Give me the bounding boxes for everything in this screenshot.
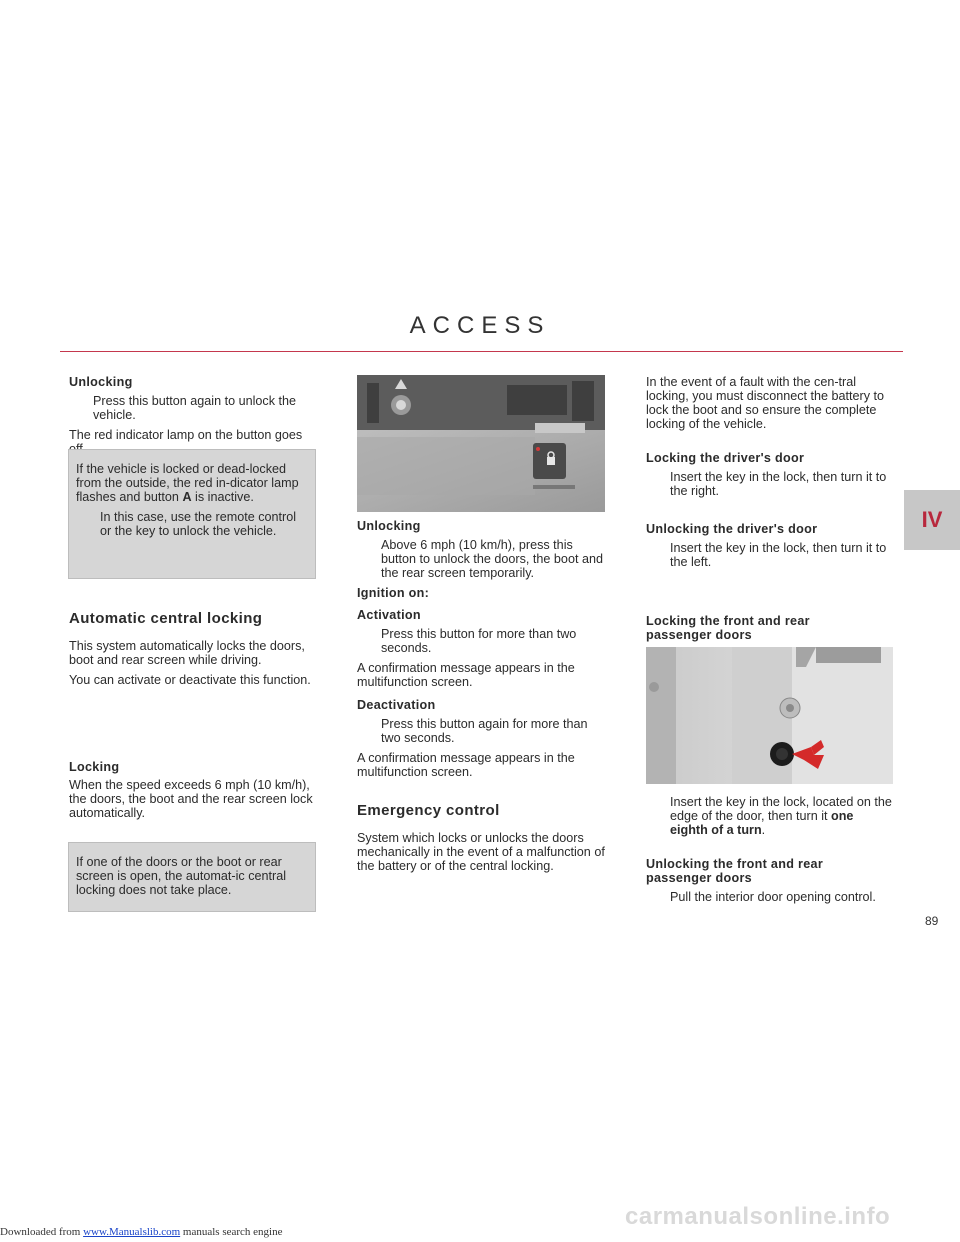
indicator-text: The red indicator lamp on the button goes <box>69 428 303 442</box>
auto-locking-heading: Automatic central locking <box>69 610 263 627</box>
chapter-tab: IV <box>904 490 960 550</box>
column-1-middle <box>69 612 316 693</box>
lock-passenger-bullet <box>670 795 893 837</box>
bullet-item <box>646 470 893 498</box>
unlock-passenger-heading: Unlocking the front and rear passenger doors <box>646 857 824 885</box>
title-divider <box>60 351 903 352</box>
pointer-icon <box>646 890 670 904</box>
deactivation-heading: Deactivation <box>357 698 436 712</box>
pointer-icon <box>69 394 93 422</box>
bullet-item <box>646 890 893 904</box>
bullet-item <box>357 538 605 580</box>
central-locking-button-photo <box>357 375 605 512</box>
bullet-item <box>357 627 605 655</box>
bullet-item <box>69 394 316 422</box>
note-text-tail: is inactive. <box>191 490 254 504</box>
pointer-icon <box>357 627 381 655</box>
pointer-icon <box>646 795 670 837</box>
lock-driver-heading: Locking the driver's door <box>646 451 805 465</box>
deactivation-bullet: Press this button again for more than two seconds. <box>381 717 588 745</box>
pointer-icon <box>357 538 381 580</box>
dashboard-illustration <box>357 375 605 512</box>
footer-suffix: manuals search engine <box>180 1226 283 1238</box>
lock-driver-bullet: Insert the key in the lock, then turn it to the right. <box>670 470 887 498</box>
emergency-heading: Emergency control <box>357 802 500 819</box>
column-2 <box>357 519 605 785</box>
unlock-passenger-bullet: Pull the interior door opening control. <box>670 890 876 904</box>
eighth-turn-emphasis: one eighth of a turn <box>670 809 854 837</box>
door-illustration <box>646 647 893 784</box>
auto-locking-p1: This system automatically locks the doors, boot and rear screen while driving. <box>69 639 305 667</box>
auto-locking-p2: You can activate or deactivate this function. <box>69 673 311 687</box>
column-3-bottom <box>646 795 893 910</box>
unlock-driver-bullet: Insert the key in the lock, then turn it to the left. <box>670 541 887 569</box>
emergency-section <box>357 804 605 879</box>
emergency-text: System which locks or unlocks the doors mechanically in the event of a malfunction of the battery or of the central locking. <box>357 831 605 873</box>
page-number: 89 <box>925 914 939 928</box>
bullet-item <box>646 795 893 837</box>
unlocking-heading: Unlocking <box>69 375 133 389</box>
activation-heading: Activation <box>357 608 421 622</box>
note-text-main: If the vehicle is locked or dead-locked from the outside, the red in-dicator lamp flashes and button <box>76 462 299 504</box>
open-door-note-box <box>68 842 316 912</box>
footer-prefix: Downloaded from <box>0 1226 84 1238</box>
activation-bullet: Press this button for more than two seconds. <box>381 627 577 655</box>
download-footer <box>0 1226 282 1238</box>
pointer-icon <box>646 541 670 569</box>
locking-text: When the speed exceeds 6 mph (10 km/h), the doors, the boot and the rear screen lock automatically. <box>69 778 313 820</box>
bullet-item <box>76 510 307 538</box>
ignition-heading: Ignition on: <box>357 586 430 600</box>
lock-passenger-bullet-text: Insert the key in the lock, located on the edge of the door, then turn it <box>670 795 892 823</box>
bullet-item <box>357 717 605 745</box>
unlocking-bullet-2: Above 6 mph (10 km/h), press this button to unlock the doors, the boot and the rear screen temporarily. <box>381 538 603 580</box>
note-text: If one of the doors or the boot or rear screen is open, the automat-ic central locking does not take place. <box>76 855 287 897</box>
activation-message: A confirmation message appears in the multifunction screen. <box>357 661 575 689</box>
lock-passenger-bullet-end: . <box>761 823 766 837</box>
pointer-icon <box>357 717 381 745</box>
note-bullet: In this case, use the remote control or the key to unlock the vehicle. <box>100 510 297 538</box>
pointer-icon <box>76 510 100 538</box>
button-a-label: A <box>182 490 192 504</box>
lock-passenger-heading-block <box>646 614 866 647</box>
watermark: carmanualsonline.info <box>625 1203 891 1230</box>
column-3-top <box>646 375 893 575</box>
pointer-icon <box>646 470 670 498</box>
column-1-locking <box>69 760 316 826</box>
bullet-item <box>646 541 893 569</box>
manualslib-link[interactable]: www.Manualslib.com <box>83 1226 181 1238</box>
unlocking-bullet: Press this button again to unlock the vehicle. <box>93 394 297 422</box>
door-edge-lock-photo <box>646 647 893 784</box>
deactivation-message: A confirmation message appears in the multifunction screen. <box>357 751 575 779</box>
section-title: ACCESS <box>409 312 551 339</box>
locking-heading: Locking <box>69 760 120 774</box>
unlock-driver-heading: Unlocking the driver's door <box>646 522 818 536</box>
fault-intro: In the event of a fault with the cen-tral locking, you must disconnect the battery to lock the boot and so ensure the complete locking of the vehicle. <box>646 375 885 431</box>
deadlock-note-box <box>68 449 316 579</box>
unlocking-heading-2: Unlocking <box>357 519 421 533</box>
lock-passenger-heading: Locking the front and rear passenger doors <box>646 614 810 642</box>
note-text <box>76 462 307 504</box>
